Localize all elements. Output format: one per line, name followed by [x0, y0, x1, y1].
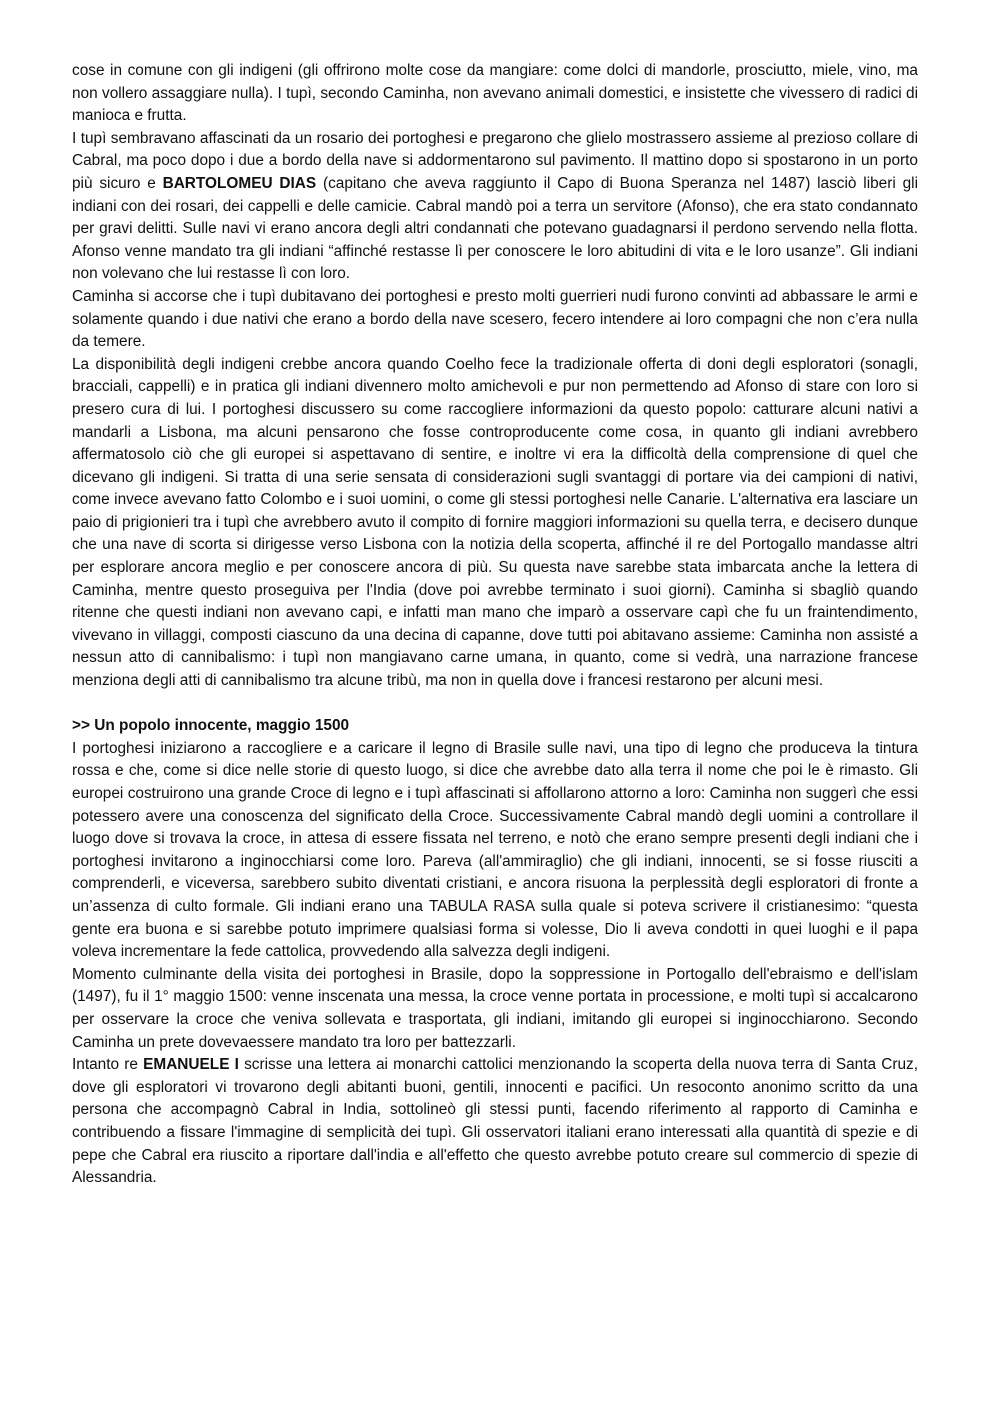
bold-name-bartolomeu-dias: BARTOLOMEU DIAS [162, 174, 317, 192]
paragraph-text: I tupì sembravano affascinati da un rosario dei portoghesi e pregarono che glielo mostrassero assieme al prezioso collare di Cabral, ma poco dopo i due a bordo della nave si addormentarono sul pavimento. Il mattino dopo si spostarono in un porto più sicuro e [72, 129, 918, 192]
paragraph-rosary-and-afonso [72, 128, 918, 286]
paragraph-food-and-manioca: cose in comune con gli indigeni (gli offrirono molte cose da mangiare: come dolci di mandorle, prosciutto, miele, vino, ma non vollero assaggiare nulla). I tupì, secondo Caminha, non avevano animali domestici, e insistette che vivessero di radici di manioca e frutta. [72, 62, 918, 125]
paragraph-emanuele-letter [72, 1054, 918, 1190]
bold-name-emanuele-i: EMANUELE I [143, 1056, 239, 1074]
paragraph-gifts-and-information: La disponibilità degli indigeni crebbe ancora quando Coelho fece la tradizionale offerta di doni degli esploratori (sonagli, bracciali, cappelli) e in pratica gli indiani divennero molto amichevoli e pur non permettendo ad Afonso di stare con loro si presero cura di lui. I portoghesi discussero su come raccogliere informazioni da questo popolo: catturare alcuni nativi a mandarli a Lisbona, ma alcuni pensarono che fosse controproducente come cosa, in quanto gli indiani avrebbero affermatosolo ciò che gli europei si aspettavano di sentire, e inoltre vi era la difficoltà della comprensione di quel che dicevano gli indigeni. Si tratta di una serie sensata di considerazioni sugli svantaggi di portare via dei campioni di nativi, come invece avevano fatto Colombo e i suoi uomini, o come gli stessi portoghesi nelle Canarie. L'alternativa era lasciare un paio di prigionieri tra i tupì che avrebbero avuto il compito di fornire maggiori informazioni su quella terra, e decisero dunque che una nave di scorta si dirigesse verso Lisbona con la notizia della scoperta, affinché il re del Portogallo mandasse altri per esplorare ancora meglio e per conoscere ancora di più. Su questa nave sarebbe stata imbarcata anche la lettera di Caminha, mentre questo proseguiva per l'India (dove poi avrebbe terminato i suoi giorni). Caminha si sbagliò quando ritenne che questi indiani non avevano capi, e infatti man mano che imparò a osservare capì che fu un fraintendimento, vivevano in villaggi, composti ciascuno da una decina di capanne, dove tutti poi abitavano assieme: Caminha non assisté a nessun atto di cannibalismo: i tupì non mangiavano carne umana, in quanto, come si vedrà, una narrazione francese menziona degli atti di cannibalismo tra alcune tribù, ma non in quella dove i francesi restarono per alcuni mesi. [72, 355, 918, 690]
document-page [72, 60, 918, 1190]
paragraph-warriors-disarm: Caminha si accorse che i tupì dubitavano dei portoghesi e presto molti guerrieri nudi furono convinti ad abbassare le armi e solamente quando i due nativi che erano a bordo della nave scesero, fecero intendere ai loro compagni che non c’era nulla da temere. [72, 287, 918, 351]
paragraph-text: (capitano che aveva raggiunto il Capo di Buona Speranza nel 1487) lasciò liberi gli indiani con dei rosari, dei cappelli e delle camicie. Cabral mandò poi a terra un servitore (Afonso), che era stato condannato per gravi delitti. Sulle navi vi erano ancora degli altri condannati che potevano guadagnarsi il perdono servendo nella flotta. Afonso venne mandato tra gli indiani “affinché restasse lì per conoscere le loro abitudini di vita e le loro usanze”. Gli indiani non volevano che lui restasse lì con loro. [72, 174, 918, 283]
paragraph-text: scrisse una lettera ai monarchi cattolici menzionando la scoperta della nuova terra di Santa Cruz, dove gli esploratori vi trovarono degli abitanti buoni, gentili, innocenti e pacifici. Un resoconto anonimo scritto da una persona che accompagnò Cabral in India, sottolineò gli stessi punti, facendo riferimento al rapporto di Caminha e contribuendo a fissare l'immagine di semplicità dei tupì. Gli osservatori italiani erano interessati alla quantità di spezie e di pepe che Cabral era riuscito a riportare dall'india e all'effetto che questo avrebbe potuto creare sul commercio di spezie di Alessandria. [72, 1056, 919, 1187]
paragraph-may-first-mass: Momento culminante della visita dei portoghesi in Brasile, dopo la soppressione in Portogallo dell'ebraismo e dell'islam (1497), fu il 1° maggio 1500: venne inscenata una messa, la croce venne portata in processione, e molti tupì si accalcarono per osservare la croce che veniva sollevata e trasportata, gli indiani, imitando gli europei si inginocchiarono. Secondo Caminha un prete dovevaessere mandato tra loro per battezzarli. [72, 965, 918, 1051]
paragraph-gap [72, 693, 918, 716]
paragraph-text: Intanto re [72, 1056, 144, 1074]
paragraph-brazil-wood-and-cross: I portoghesi iniziarono a raccogliere e a caricare il legno di Brasile sulle navi, una tipo di legno che produceva la tintura rossa e che, come si dice nelle storie di questo luogo, si dice che avrebbe dato alla terra il nome che poi le è rimasto. Gli europei costruirono una grande Croce di legno e i tupì affascinati si affollarono attorno a loro: Caminha non suggerì che essi potessero avere una conoscenza del significato della Croce. Successivamente Cabral mandò degli uomini a controllare il luogo dove si trovava la croce, in attesa di essere fissata nel terreno, e notò che erano sempre presenti degli indiani che i portoghesi invitarono a inginocchiarsi come loro. Pareva (all'ammiraglio) che gli indiani, innocenti, se si fosse riusciti a comprenderli, e viceversa, sarebbero subito diventati cristiani, e ancora risuona la perplessità degli esploratori di fronte a un’assenza di culto formale. Gli indiani erano una TABULA RASA sulla quale si poteva scrivere il cristianesimo: “questa gente era buona e si sarebbe potuto imprimere qualsiasi forma si volesse, Dio li aveva condotti in quei luoghi e il papa voleva incrementare la fede cattolica, provvedendo alla salvezza degli indigeni. [72, 739, 918, 961]
section-heading: >> Un popolo innocente, maggio 1500 [72, 717, 350, 735]
